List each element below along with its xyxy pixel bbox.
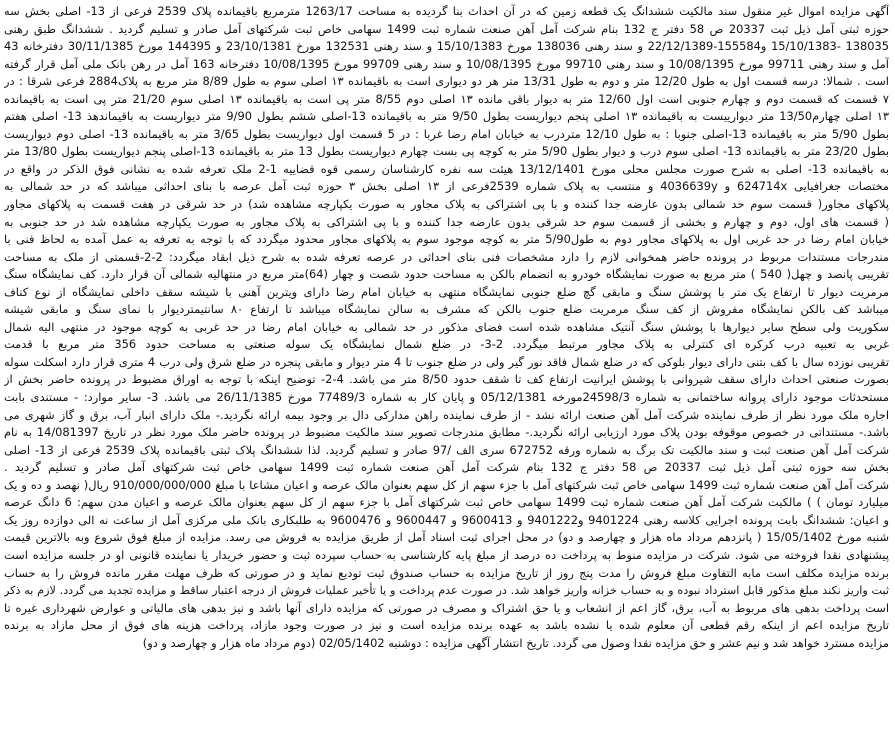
- notice-line-28: شرکت آمل آهن صنعت شماره ثبت 1499 سهامی خاص ثبت شرکتهای آمل با جزء سهم از کل سهم بعنوان مالک عرصه و اعیان مشاعا با مبلغ 910/000/000/000 ریال( نهصد و ده و یک: [4, 477, 889, 492]
- notice-line-31: شنبه مورخ 15/05/1402 ( پانزدهم مرداد ماه هزار و چهارصد و دو) در محل اجرای ثبت اسناد آمل از طریق مزایده به فروش می رسد. مزایده از مبلغ فوق شروع وبه بالاترین قیمت: [4, 530, 889, 545]
- notice-line-34: ثبت واریز نکند مبلغ مذکور قابل استرداد نبوده و به حساب خزانه واریز خواهد شد. در صورت عدم پرداخت و یا تأخیر عملیات فروش از درجه اعتبار ساقط و مزایده تجدید می گردد. لازم به ذکر: [4, 584, 889, 598]
- notice-line-5: است . شمالا: درسه قسمت اول به طول 12/20 متر و دوم به طول 13/31 متر هر دو دیواری است به باقیمانده ۱۳ اصلی سوم به طول 8/89 متر مربع به پلاک2884 فرعی شرقا : در: [4, 74, 889, 89]
- notice-line-2: حوزه ثبتی آمل ذیل ثبت 20337 ص 58 دفتر ج 132 بنام شرکت آمل آهن صنعت شماره ثبت 1499 سهامی خاص ثبت شرکتهای آمل صادر و تسلیم گردید . ششدانگ طبق رهنی: [4, 21, 889, 36]
- notice-line-17: مرمریت دیوار تا ارتفاع یک متر با پوشش سنگ و مابقی گچ ضلع جنوبی نمایشگاه منتهی به خیابان امام رضا دارای ویترین آهنی با شیشه سقف داخلی نمایشگاه از نوع کناف: [4, 284, 889, 299]
- notice-line-22: بصورت صنعتی احداث دارای سقف شیروانی با پوشش ایرانیت ارتفاع کف تا شقف حدود 8/50 متر می باشد. 4-2- توضیح اینکه با توجه به اوراق مضبوط در پرونده حاضر بخش از: [4, 372, 889, 387]
- notice-line-13: ( قسمت های اول، دوم و چهارم و بخشی از قسمت سوم حد شرقی بدون عارضه جدا کننده و با پی اشتراکی به پلاک مجاور به صورت یکپارچه مشاهده شد در حد جنوبی به: [4, 214, 889, 229]
- notice-line-27: بخش سه حوزه ثبتی آمل ذیل ثبت 20337 ص 58 دفتر ج 132 بنام شرکت آمل آهن صنعت شماره ثبت 1499 سهامی خاص ثبت شرکتهای آمل صادر و تسلیم گردید .: [4, 460, 889, 475]
- notice-line-3: 138035 -15/10/1383 و155584-22/12/1389 و سند رهنی 138036 مورخ 15/10/1383 و سند رهنی 132531 مورخ 23/10/1381 و 144395 مورخ 30/11/1385 دفترخانه 43: [4, 39, 889, 54]
- notice-line-24: اجاره ملک مورد نظر از طرف نماینده شرکت آمل آهن صنعت ارائه نشد - از طرف نماینده راهن مدارکی دال بر وجود بیمه ارائه نگردید.- ملک دارای انبار آب، برق و گاز شهری می: [4, 407, 889, 422]
- notice-line-16: تقریبی پانصد و چهل( 540 ) متر مربع به صورت نمایشگاه خودرو به انضمام بالکن به مساحت حدود شصت و چهار (64)متر مربع در منتهالیه شمالی آن قرار دارد. کف نمایشگاه سنگ: [4, 267, 889, 282]
- notice-line-32: پیشنهادی نقدا فروخته می شود. شرکت در مزایده منوط به پرداخت ده درصد از مبلغ پایه کارشناسی به حساب سپرده ثبت و حضور خریدار یا نماینده قانونی او در جلسه مزایده است: [4, 547, 889, 562]
- notice-line-18: میباشد کف بالکن نمایشگاه مفروش از کف سنگ مرمریت ضلع جنوب بالکن که مشرف به سالن نمایشگاه میباشد تا ارتفاع ۸۰ سانتیمتردیوار با نمای سنگ و مابقی شیشه: [4, 302, 889, 317]
- notice-line-30: و اعیان: ششدانگ بابت پرونده اجرایی کلاسه رهنی 9401224 و9401222 و 9600413 و 9600447 و 9600476 به طلبکاری بانک ملی مرکزی آمل از ساعت نه الی دوازده روز یک: [4, 512, 889, 527]
- notice-line-4: آمل و سند رهنی 99711 مورخ 10/08/1395 و سند رهنی 99710 مورخ 10/08/1395 و سند رهنی 99709 مورخ 10/08/1395 دفترخانه 163 آمل در رهن بانک ملی آمل قرار گرفته: [4, 56, 889, 71]
- notice-line-29: میلیارد تومان ) ) مالکیت شرکت آمل آهن صنعت شماره ثبت 1499 سهامی خاص ثبت شرکتهای آمل با جزء سهم از کل سهم بعنوان مالک عرصه و اعیان مدن سهم: 6 دانگ عرصه: [4, 495, 889, 510]
- notice-line-10: به باقیمانده 13- اصلی به شرح صورت مجلس محلی مورخ 13/12/1401 هیئت سه نفره کارشناسان رسمی قوه قضاییه 1-2 ملک تعرفه شده به نشانی فوق الذکر در واقع در: [4, 161, 889, 176]
- notice-line-36: تاریخ مزایده اعم از اینکه رقم قطعی آن معلوم شده یا نشده باشد به عهده برنده مزایده است و نیز در صورت وجود مازاد، پرداخت هزینه های فوق از محل مازاد به برنده: [4, 618, 889, 633]
- notice-line-6: ۷ قسمت که قسمت دوم و چهارم جنوبی است اول 12/60 متر به دیوار باقی مانده ۱۳ اصلی دوم 8/55 متر پی است به باقیمانده ۱۳ اصلی سوم 21/20 متر پی است به باقیمانده: [4, 91, 889, 106]
- notice-line-1: آگهی مزایده اموال غیر منقول سند مالکیت ششدانگ یک قطعه زمین که در آن احداث بنا گردیده به مساحت 1263/17 مترمربع باقیمانده پلاک 2539 فرعی از 13- اصلی بخش سه: [4, 4, 889, 18]
- notice-line-35: است پرداخت بدهی های مربوط به آب، برق، گاز اعم از انشعاب و یا حق اشتراک و مصرف در صورتی که مزایده دارای آنها باشد و نیز بدهی های مالیاتی و عوارض شهرداری غیره تا: [4, 600, 889, 615]
- notice-line-23: مستحدثات موجود دارای پروانه ساختمانی به شماره 24598/3مورخه 05/12/1381 و پایان کار به شماره 77489/3 مورخ 26/11/1385 می باشد. 3- سایر موارد: - مستندی بابت: [4, 390, 889, 405]
- notice-line-12: پلاکهای مجاور( قسمت سوم حد شمالی بدون عارضه جدا کننده و با پی اشتراکی به پلاک مجاور به صورت یکپارچه مشاهده شد) در حد شرقی در هفت قسمت به پلاکهای مجاور: [4, 197, 889, 212]
- notice-line-33: برنده مزایده مکلف است مابه التفاوت مبلغ فروش را مدت پنج روز از تاریخ مزایده به حساب صندوق ثبت تودیع نماید و در صورتی که ظرف مهلت مقرر مانده فروش را به حساب: [4, 565, 889, 580]
- notice-line-8: بطول 5/90 متر به باقیمانده 13-اصلی جنوبا : به طول 12/10 متردرب به خیابان امام رضا غربا : در 5 قسمت اول دیواریست بطول 3/65 متر به باقیمانده 13- اصلی دوم دیواریست: [4, 126, 889, 141]
- notice-line-25: باشد.- مستنداتی در خصوص موقوفه بودن پلاک مورد ارزیابی ارائه نگردید.- مطابق مندرجات تصویر سند مالکیت مضبوط در پرونده حاضر ملک مورد نظر در تاریخ 14/081397 به نام: [4, 425, 889, 440]
- auction-notice: [4, 3, 889, 727]
- notice-line-7: ۱۳ اصلی چهارم13/50 متر دیوارییست به باقیمانده ۱۳ اصلی پنجم دیواریست بطول 9/50 متر به باقیمانده 13-اصلی ششم بطول 9/90 متر دیواریست به باقیماندهذ 13- اصلی هفتم: [4, 109, 889, 124]
- notice-line-14: خیابان امام رضا در حد غربی اول به پلاکهای مجاور دوم به طول5/90 متر به کوچه موجود سوم به پلاکهای مجاور محدود میگردد که با توجه به تعرفه به عمل آمده به لحاظ فنی با: [4, 232, 889, 247]
- notice-line-15: مندرجات مستندات مربوط در پرونده حاضر همخوانی لازم را دارد مشخصات فنی بنای احداثی در عرصه تعرفه شده به شرح ذیل ابقاد میگردد: 2-2-قسمتی از ملک به مساحت: [4, 249, 889, 264]
- notice-line-21: تقریبی نوزده سال با کف بتنی دارای دیوار بلوکی که در ضلع شمال فاقد نور گیر ولی در ضلع جنوب تا 4 متر دیوار و مابقی پنجره در ضلع شرق ولی درب 4 متری قرار دارد اسکلت سوله: [4, 354, 889, 369]
- notice-line-11: مختصات جغرافیایی 624714x و 4036639y و منتسب به پلاک شماره 2539فرعی از ۱۳ اصلی بخش ۳ حوزه ثبت آمل عرصه با بنای احداثی میباشد که در حد شمالی به: [4, 179, 889, 194]
- notice-line-19: سکوریت ولی سطح سایر دیوارها با پوشش سنگ آنتیک مشاهده شده است فضای مذکور در حد شمالی به خیابان امام رضا در حد غربی به کوچه موجود در منتهی الیه شمال: [4, 319, 889, 334]
- notice-line-9: بطول 23/20 متر به باقیمانده 13- اصلی سوم درب و دیوار بطول 5/90 متر به کوچه پی بست چهارم دیواریست بطول 13 متر به باقیمانده 13-اصلی پنجم دیواریست بطول 13/80 متر: [4, 144, 889, 159]
- notice-line-26: شرکت آمل آهن صنعت ثبت و سند مالکیت تک برگ به شماره ورقه 672752 سری الف /97 صادر و تسلیم گردید. لذا ششدانگ پلاک ثبتی باقیمانده پلاک 2539 فرعی از 13- اصلی: [4, 442, 889, 457]
- notice-line-20: غربی به تعبیه درب کرکره ای کنترلی به پلاک مجاور مرتبط میگردد. 2-3- در ضلع شمال نمایشگاه یک سوله صنعتی به مساحت حدود 356 متر مربع با قدمت: [4, 337, 889, 352]
- notice-line-37: مزایده مسترد خواهد شد و نیم عشر و حق مزایده نقدا وصول می گردد. تاریخ انتشار آگهی مزایده : دوشنبه 02/05/1402 (دوم مرداد ماه هزار و چهارصد و دو): [142, 635, 889, 650]
